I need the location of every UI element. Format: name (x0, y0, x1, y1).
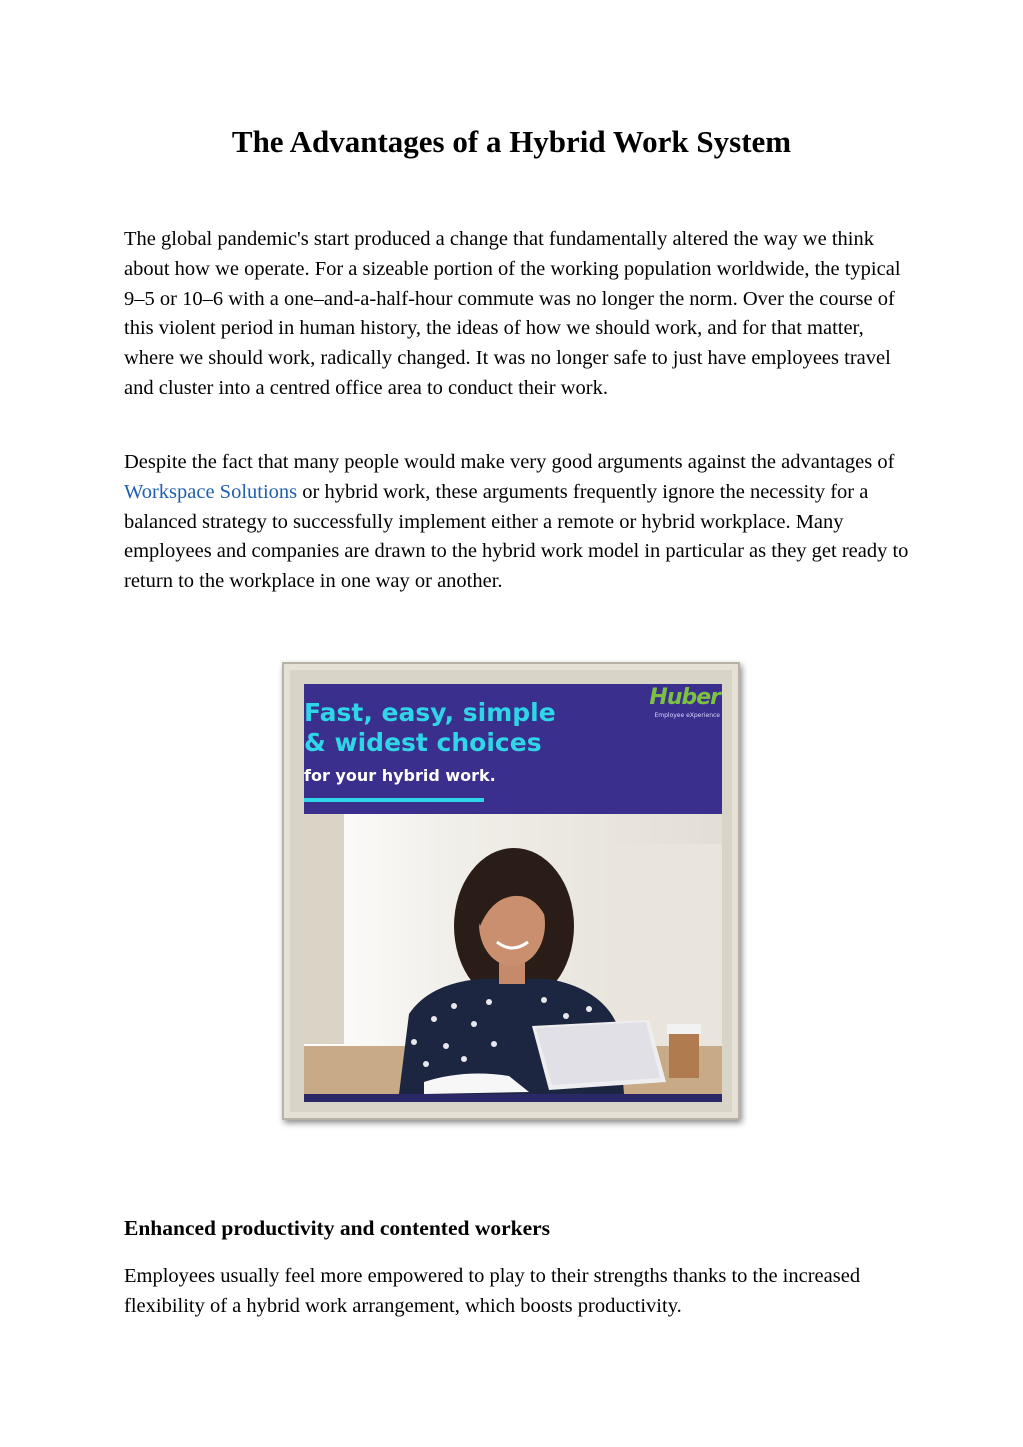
logo-wordmark: Huber (649, 685, 720, 710)
workspace-solutions-link[interactable]: Workspace Solutions (124, 480, 298, 503)
woman-at-laptop-photo (304, 814, 722, 1094)
window-frame-shape (304, 814, 344, 1044)
second-paragraph (124, 448, 914, 597)
promo-banner (304, 684, 722, 814)
promo-image-frame (282, 662, 740, 1120)
section-paragraph: Employees usually feel more empowered to play to their strengths thanks to the increased flexibility of a hybrid work arrangement, which boosts productivity. (124, 1265, 861, 1317)
promo-footer-bar (304, 1094, 722, 1102)
promo-subline: for your hybrid work. (304, 766, 496, 785)
promo-image (304, 684, 722, 1102)
logo-tagline: Employee eXperience (654, 712, 720, 719)
promo-headline-line1: Fast, easy, simple (304, 698, 556, 727)
page-title: The Advantages of a Hybrid Work System (231, 124, 792, 159)
section-heading: Enhanced productivity and contented workers (124, 1216, 551, 1240)
huber-logo (649, 685, 720, 726)
promo-headline-line2: & widest choices (304, 728, 542, 757)
paragraph-text-after-link: or hybrid work, these arguments frequently ignore the necessity for a balanced strategy to successfully implement either a remote or hybrid workplace. Many employees and companies are drawn to the hybrid work model in particular as they get ready to return to the workplace in one way or another. (124, 480, 909, 593)
intro-paragraph: The global pandemic's start produced a change that fundamentally altered the way we think about how we operate. For a sizeable portion of the working population worldwide, the typical 9–5 or 10–6 with a one–and-a-half-hour commute was no longer the norm. Over the course of this violent period in human history, the ideas of how we should work, and for that matter, where we should work, radically changed. It was no longer safe to just have employees travel and cluster into a centred office area to conduct their work. (124, 228, 901, 399)
paragraph-text-before-link: Despite the fact that many people would make very good arguments against the advantages of (124, 451, 895, 473)
promo-accent-rule (304, 798, 484, 802)
